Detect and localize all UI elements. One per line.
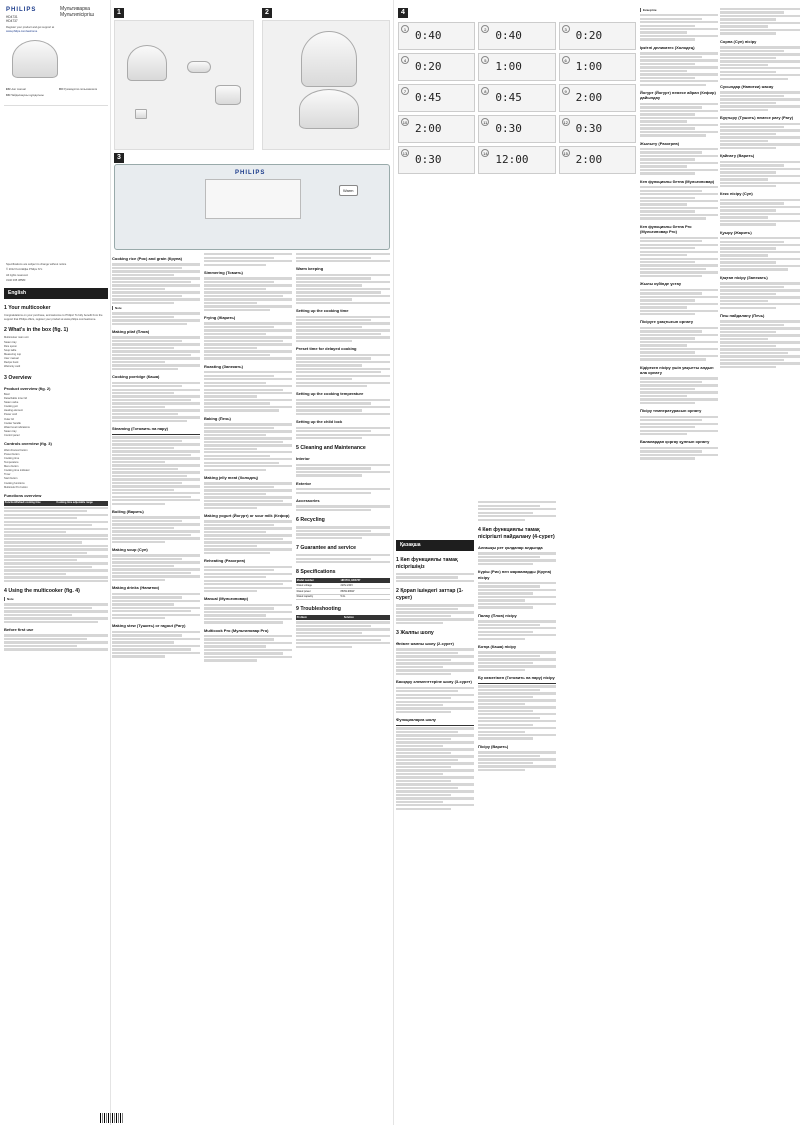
fig1-cup bbox=[135, 109, 147, 119]
kk-sub-heading: Алғашқы рет қолданар алдында bbox=[478, 544, 543, 550]
copyright: © 2012 Koninklijke Philips N.V. bbox=[6, 268, 43, 272]
cooking-rice-heading: Cooking rice (Рис) and grain (Крупа) bbox=[112, 256, 182, 261]
kazakh-col-2 bbox=[478, 500, 556, 1125]
fig4-label: 4 bbox=[398, 8, 408, 18]
fig2-cooker-base bbox=[299, 89, 359, 129]
kk-sub-heading: Кеп функциялы бетпа Pro (Мультиповар Pro) bbox=[640, 223, 692, 235]
box-item: Recipe book bbox=[4, 360, 19, 364]
multicook-pro-heading: Multicook Pro (Мультиповар Pro) bbox=[204, 627, 269, 633]
fig1-label: 1 bbox=[114, 8, 124, 18]
note-box: Note bbox=[112, 306, 200, 310]
cover-column bbox=[4, 0, 108, 1125]
kk-sub-heading: Кеп функциялы бетпа (Мультиповар) bbox=[640, 178, 715, 184]
trouble-table bbox=[296, 615, 390, 620]
step-screen: 15 2:00 bbox=[559, 146, 636, 174]
part-item: Heating element bbox=[4, 409, 23, 413]
step-screen: 3 0:20 bbox=[559, 22, 636, 50]
section-4-heading: 4 Using the multicooker (fig. 4) bbox=[4, 588, 80, 595]
functions-table bbox=[4, 501, 108, 506]
kk-sub-heading: Іркітлі деликатес (Холодец) bbox=[640, 44, 695, 50]
part-item: Water level indications bbox=[4, 425, 30, 429]
fig4-area bbox=[396, 0, 640, 500]
kk-sub-heading: Қайнату (Варить) bbox=[720, 153, 755, 159]
model-2: HD4737 bbox=[6, 19, 18, 23]
part-item: Outer lid bbox=[4, 417, 14, 421]
control-item: Menu button bbox=[4, 465, 19, 469]
box-item: Steam tray bbox=[4, 340, 17, 344]
part-item: Steam valve bbox=[4, 401, 19, 405]
making-pilaf-heading: Making pilaf (Плов) bbox=[112, 329, 150, 334]
kazakh-col-1 bbox=[396, 540, 474, 1125]
functions-col-1: Function/Default cooking time bbox=[4, 501, 56, 506]
kk-functions-table bbox=[396, 725, 474, 727]
note-box: Ескертпе bbox=[640, 8, 718, 12]
document-number: 3140 035 38583 bbox=[6, 278, 26, 282]
kk-steam-table bbox=[478, 683, 556, 685]
step-screen: 6 1:00 bbox=[559, 53, 636, 81]
product-parts-list bbox=[4, 393, 108, 437]
kk-section-2-heading: 2 Қорап ішіндегі заттар (1-сурет) bbox=[396, 588, 464, 602]
kk-sub-heading: Пісіру температурасын орнату bbox=[640, 408, 702, 414]
controls-overview-heading: Controls overview (fig. 3) bbox=[4, 441, 52, 447]
part-item: Steam tray bbox=[4, 429, 17, 433]
boiling-heading: Boiling (Варить) bbox=[112, 508, 144, 514]
kk-sub-heading: Палау (Плов) пісіру bbox=[478, 612, 517, 618]
kk-section-4-heading: 4 Көп функциялы тамақ пісіргішті пайдалану (4-сурет) bbox=[478, 526, 555, 540]
lang-ru-entry: RU Руководство пользователя bbox=[59, 88, 98, 91]
box-item: Multicooker main unit bbox=[4, 336, 29, 340]
making-soup-heading: Making soup (Суп) bbox=[112, 547, 148, 553]
kk-sub-heading: Басқару элементтеріне шолу (3-сурет) bbox=[396, 679, 472, 685]
kazakh-col-4 bbox=[720, 0, 800, 1125]
interior-heading: Interior bbox=[296, 456, 310, 462]
child-lock-heading: Setting up the child lock bbox=[296, 419, 343, 425]
kk-sub-heading: Қуыру (Жарить) bbox=[720, 229, 752, 235]
control-item: Cooking time bbox=[4, 456, 20, 460]
steaming-table bbox=[112, 434, 200, 436]
control-item: Cooking functions bbox=[4, 481, 25, 485]
panel-warm-button[interactable]: Warm bbox=[339, 185, 358, 196]
simmering-heading: Simmering (Томить) bbox=[204, 269, 243, 275]
kk-sub-heading: Пеш пайдалану (Печь) bbox=[720, 312, 765, 318]
fig1-box-contents bbox=[114, 20, 254, 150]
clock-heading: Setting up the cooking time bbox=[296, 308, 349, 314]
kk-sub-heading: Пісіру (Варить) bbox=[478, 743, 509, 749]
section-3-heading: 3 Overview bbox=[4, 374, 32, 381]
control-item: Warm/Cancel button bbox=[4, 448, 28, 452]
step-screen: 5 1:00 bbox=[478, 53, 555, 81]
control-item: Start button bbox=[4, 477, 18, 481]
step-screen: 10 2:00 bbox=[398, 115, 475, 143]
kk-sub-heading: Бу көмегімен (Готовить на пару) пісіру bbox=[478, 675, 555, 681]
step-screen: 14 12:00 bbox=[478, 146, 555, 174]
kk-sub-heading: Жылыту (Разогрев) bbox=[640, 140, 680, 146]
functions-table-body bbox=[4, 507, 108, 583]
box-item: Warranty card bbox=[4, 365, 21, 369]
barcode-image bbox=[100, 1113, 124, 1123]
control-item: Preset button bbox=[4, 452, 20, 456]
spec-key: Rated capacity bbox=[296, 594, 340, 600]
lang-kk-entry: KK Пайдаланушы нұсқаулығы bbox=[6, 94, 44, 98]
box-items-list bbox=[4, 336, 108, 368]
english-language-bar: English bbox=[4, 288, 108, 299]
kk-sub-heading: Сорпа (Суп) пісіру bbox=[720, 38, 757, 44]
yogurt-heading: Making yogurt (Йогурт) or sour milk (Кефир) bbox=[204, 513, 290, 519]
spec-value: HD4731, HD4737 bbox=[340, 578, 390, 583]
fig2-label: 2 bbox=[262, 8, 272, 18]
cooking-porridge-heading: Cooking porridge (Каша) bbox=[112, 374, 160, 380]
section-9-heading: 9 Troubleshooting bbox=[296, 606, 341, 613]
steaming-heading: Steaming (Готовить на пару) bbox=[112, 426, 168, 432]
fig2-cooker-open bbox=[301, 31, 357, 87]
kk-sub-heading: Ботқа (Каша) пісіру bbox=[478, 643, 517, 649]
box-item: Measuring cup bbox=[4, 352, 22, 356]
section-7-heading: 7 Guarantee and service bbox=[296, 545, 356, 552]
kk-section-1-heading: 1 Көп функциялы тамақ пісіргішіңіз bbox=[396, 556, 458, 570]
trouble-col-1: Problem bbox=[296, 615, 343, 620]
baking-heading: Baking (Печь) bbox=[204, 415, 231, 421]
step-screen: 4 0:20 bbox=[398, 53, 475, 81]
fig2-product-overview bbox=[262, 20, 390, 150]
accessories-heading: Accessories bbox=[296, 497, 320, 503]
box-item: Soup ladle bbox=[4, 348, 17, 352]
spec-value: 5.0L bbox=[340, 594, 390, 600]
spec-value: 860W-980W bbox=[340, 588, 390, 594]
english-col-4 bbox=[296, 252, 390, 1125]
step-screen: 2 0:40 bbox=[478, 22, 555, 50]
step-screen: 9 2:00 bbox=[559, 84, 636, 112]
kk-sub-heading: Кідірткен пісіру үшін уақытты алдын ала орнату bbox=[640, 364, 714, 376]
intro-text: Congratulations on your purchase, and welcome to Philips! To fully benefit from the support that Philips offers, register your product at www.philips.com/welcome. bbox=[4, 314, 103, 321]
kk-sub-heading: Функцияларға шолу bbox=[396, 717, 436, 723]
step-screen: 7 0:45 bbox=[398, 84, 475, 112]
language-index bbox=[6, 88, 108, 99]
register-url[interactable]: www.philips.com/welcome bbox=[6, 30, 38, 33]
kk-sub-heading: Қақтап пісіру (Запекать) bbox=[720, 274, 768, 280]
cover-title-1: Мультиварка bbox=[60, 6, 91, 12]
section-1-heading: 1 Your multicooker bbox=[4, 305, 51, 312]
kk-sub-heading: Өнімге жалпы шолу (2-сурет) bbox=[396, 641, 454, 646]
fig4-step-grid bbox=[398, 22, 636, 174]
step-screen: 11 0:30 bbox=[478, 115, 555, 143]
register-text: Register your product and get support at bbox=[6, 26, 55, 29]
spec-value: 220V-240V bbox=[340, 583, 390, 588]
temperature-heading: Setting up the cooking temperature bbox=[296, 391, 364, 397]
frying-heading: Frying (Жарить) bbox=[204, 315, 236, 321]
kk-section-3-heading: 3 Жалпы шолу bbox=[396, 629, 434, 636]
kk-sub-heading: Сусындар (Напитки) жасау bbox=[720, 83, 774, 89]
step-screen: 13 0:30 bbox=[398, 146, 475, 174]
lang-en-entry: EN User manual bbox=[6, 88, 26, 91]
trouble-col-2: Solution bbox=[343, 615, 390, 620]
fig1-cooker bbox=[127, 45, 167, 81]
control-item: Multicook Pro button bbox=[4, 485, 28, 489]
exterior-heading: Exterior bbox=[296, 480, 312, 486]
kazakh-col-3 bbox=[640, 0, 718, 1125]
kk-sub-heading: Йогурт (Йогурт) немесе айран (Кефир) дайындау bbox=[640, 89, 716, 101]
specs-table bbox=[296, 578, 390, 600]
part-item: Cooker handle bbox=[4, 421, 21, 425]
functions-overview-heading: Functions overview bbox=[4, 493, 42, 499]
manual-heading: Manual (Мультиповар) bbox=[204, 596, 249, 602]
kk-sub-heading: Күріш (Рис) пен жармаларды (Крупа) пісіру bbox=[478, 569, 552, 580]
english-col-3 bbox=[204, 252, 292, 1125]
note-box: Note bbox=[4, 597, 108, 601]
jelly-heading: Making jelly meat (Холодец) bbox=[204, 474, 258, 480]
roasting-heading: Roasting (Запекать) bbox=[204, 363, 243, 369]
cover-header bbox=[4, 0, 108, 86]
kk-sub-heading: Пісіруге ұзақтығын орнату bbox=[640, 319, 694, 325]
spec-key: Model number bbox=[296, 578, 340, 583]
product-overview-heading: Product overview (fig. 2) bbox=[4, 385, 51, 391]
control-item: Cooking time indicator bbox=[4, 469, 30, 473]
kk-sub-heading: Кекс пісіру (Суп) bbox=[720, 191, 753, 197]
warm-keeping-heading: Warm keeping bbox=[296, 266, 324, 272]
making-stew-heading: Making stew (Тушить) or ragout (Рагу) bbox=[112, 623, 186, 629]
panel-brand: PHILIPS bbox=[235, 170, 266, 176]
english-col-2 bbox=[112, 252, 200, 1125]
panel-display bbox=[205, 179, 301, 219]
part-item: Control panel bbox=[4, 433, 20, 437]
fig3-control-panel bbox=[114, 164, 390, 250]
before-first-use-heading: Before first use bbox=[4, 627, 34, 633]
model-1: HD4731 bbox=[6, 15, 18, 19]
section-8-heading: 8 Specifications bbox=[296, 569, 336, 576]
figures-area bbox=[112, 0, 392, 250]
step-screen: 1 0:40 bbox=[398, 22, 475, 50]
section-6-heading: 6 Recycling bbox=[296, 517, 325, 524]
control-item: Timer bbox=[4, 473, 11, 477]
box-item: Rice spoon bbox=[4, 344, 17, 348]
rights: All rights reserved. bbox=[6, 273, 29, 277]
kk-sub-heading: Жылы күйінде ұстау bbox=[640, 281, 682, 287]
cover-title-2: Мультипісіргіш bbox=[60, 12, 94, 18]
reheating-heading: Reheating (Разогрев) bbox=[204, 558, 246, 564]
kk-sub-heading: Балалардан қорғау құлпын орнату bbox=[640, 439, 710, 445]
spec-note: Specifications are subject to change without notice bbox=[6, 263, 67, 267]
making-drinks-heading: Making drinks (Напитки) bbox=[112, 585, 160, 591]
part-item: Bowl bbox=[4, 392, 10, 396]
cover-product-image bbox=[12, 40, 58, 78]
section-2-heading: 2 What's in the box (fig. 1) bbox=[4, 327, 69, 334]
kk-sub-heading: Бұқтыру (Тушить) немесе рагу (Рагу) bbox=[720, 115, 794, 121]
part-item: Cooking pot bbox=[4, 405, 18, 409]
step-screen: 8 0:45 bbox=[478, 84, 555, 112]
brand-logo: PHILIPS bbox=[6, 7, 37, 13]
functions-col-2: Cooking time adjustable range bbox=[56, 501, 108, 506]
spec-key: Rated power bbox=[296, 588, 340, 594]
control-item: Temperature bbox=[4, 461, 19, 465]
step-screen: 12 0:30 bbox=[559, 115, 636, 143]
spec-key: Rated voltage bbox=[296, 583, 340, 588]
controls-list bbox=[4, 449, 108, 489]
part-item: Detachable inner lid bbox=[4, 397, 27, 401]
fig1-steam-tray bbox=[187, 61, 211, 73]
preset-heading: Preset time for delayed cooking bbox=[296, 346, 357, 352]
box-item: User manual bbox=[4, 356, 19, 360]
fig1-pot bbox=[215, 85, 241, 105]
kazakh-language-bar: Қазақша bbox=[396, 540, 474, 551]
section-5-heading: 5 Cleaning and Maintenance bbox=[296, 445, 366, 452]
fig3-label: 3 bbox=[114, 153, 124, 163]
part-item: Power cord bbox=[4, 413, 18, 417]
